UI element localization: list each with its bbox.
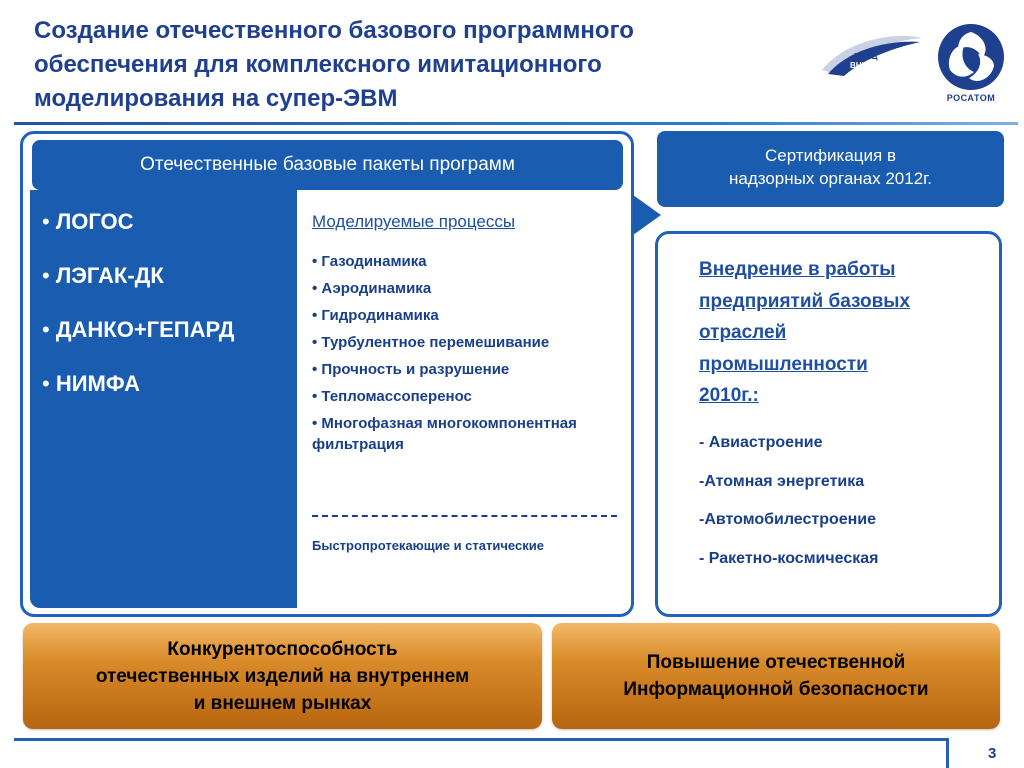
slide-title xyxy=(34,14,754,116)
process-item: • Гидродинамика xyxy=(312,305,622,326)
process-item: • Аэродинамика xyxy=(312,278,622,299)
certification-box xyxy=(657,131,1004,207)
implementation-item: -Автомобилестроение xyxy=(699,511,877,528)
competitiveness-box xyxy=(23,623,542,729)
process-item: • Турбулентное перемешивание xyxy=(312,332,622,353)
packages-list xyxy=(42,202,302,418)
slide-title-line: моделирования на супер-ЭВМ xyxy=(34,85,398,112)
implementation-list xyxy=(699,430,999,584)
implementation-item: - Ракетно-космическая xyxy=(699,549,879,567)
bottom-divider xyxy=(14,738,946,741)
package-item: • ЛЭГАК-ДК xyxy=(42,256,302,310)
processes-footer: Быстропротекающие и статические xyxy=(312,538,544,553)
slide-title-line: обеспечения для комплексного имитационного xyxy=(34,51,602,78)
bottom-divider-tick xyxy=(946,738,949,768)
process-item: • Тепломассоперенос xyxy=(312,386,622,407)
top-divider xyxy=(14,122,1018,125)
vniief-logo xyxy=(818,30,924,80)
process-item: • Многофазная многокомпонентная фильтрация xyxy=(312,413,622,455)
competitiveness-line: Конкурентоспособность xyxy=(167,638,398,660)
security-line: Повышение отечественной xyxy=(646,652,906,673)
processes-divider xyxy=(312,515,617,517)
vniief-logo-text: РФЯЦ xyxy=(854,52,878,61)
implementation-item: - Авиастроение xyxy=(699,434,823,451)
certification-line: надзорных органах 2012г. xyxy=(728,169,933,188)
package-item: • ЛОГОС xyxy=(42,202,302,256)
packages-header: Отечественные базовые пакеты программ xyxy=(32,140,623,190)
process-item: • Газодинамика xyxy=(312,251,622,272)
processes-list xyxy=(312,251,622,461)
package-item: • НИМФА xyxy=(42,364,302,418)
competitiveness-line: отечественных изделий на внутреннем xyxy=(95,665,470,687)
security-line: Информационной безопасности xyxy=(623,679,929,700)
implementation-title-line: 2010г.: xyxy=(699,385,759,406)
security-box xyxy=(552,623,1000,729)
page-number: 3 xyxy=(988,745,997,762)
rosatom-logo-text: РОСАТОМ xyxy=(946,93,996,103)
implementation-title-line: предприятий базовых xyxy=(699,290,911,312)
processes-title: Моделируемые процессы xyxy=(312,212,516,231)
slide-title-line: Создание отечественного базового программного xyxy=(34,17,634,44)
implementation-title xyxy=(699,254,969,412)
implementation-title-line: отраслей xyxy=(699,322,787,343)
vniief-logo-subtext: ВНИИЭФ xyxy=(850,61,886,70)
implementation-title-line: промышленности xyxy=(699,353,868,375)
process-item: • Прочность и разрушение xyxy=(312,359,622,380)
package-item: • ДАНКО+ГЕПАРД xyxy=(42,310,302,364)
implementation-title-line: Внедрение в работы xyxy=(699,259,896,280)
implementation-item: -Атомная энергетика xyxy=(699,472,865,490)
competitiveness-line: и внешнем рынках xyxy=(193,692,372,714)
certification-line: Сертификация в xyxy=(764,146,897,165)
